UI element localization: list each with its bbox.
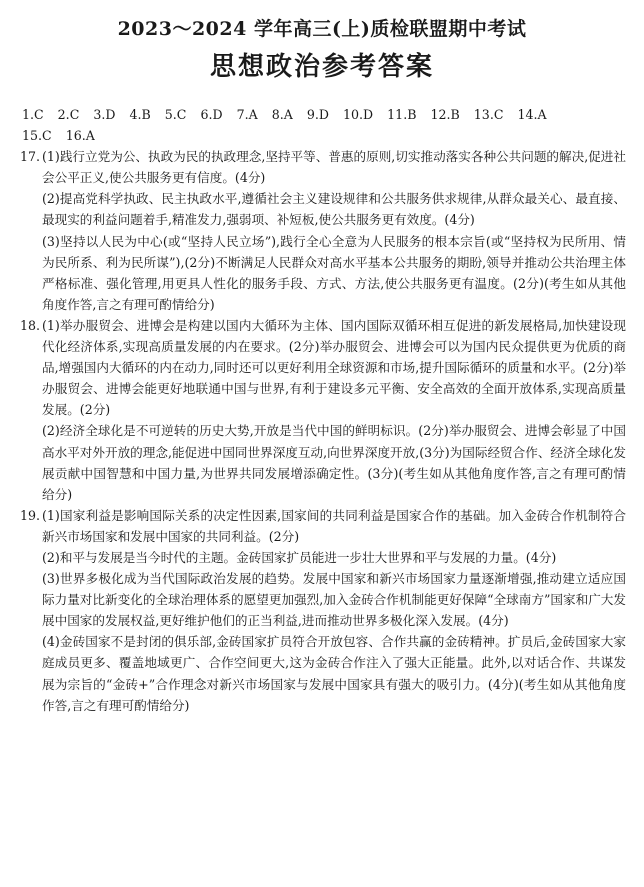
mc-answers-row-2 <box>22 125 626 146</box>
mc-answer: 11.B <box>387 107 417 122</box>
answer-part: (1)践行立党为公、执政为民的执政理念,坚持平等、普惠的原则,切实推动落实各种公共问题的解决,促进社会公平正义,使公共服务更有信度。(4分) <box>42 149 626 186</box>
answer-body <box>22 104 626 716</box>
mc-answer: 12.B <box>430 107 460 122</box>
question-18 <box>22 315 626 505</box>
answer-part: (2)提高党科学执政、民主执政水平,遵循社会主义建设规律和公共服务供求规律,从群众最关心、最直接、最现实的利益问题着手,精准发力,强弱项、补短板,使公共服务更有效度。(4分) <box>42 191 626 228</box>
answer-part: (4)金砖国家不是封闭的俱乐部,金砖国家扩员符合开放包容、合作共赢的金砖精神。扩员后,金砖国家大家庭成员更多、覆盖地域更广、合作空间更大,这为金砖合作注入了强大正能量。此外,以对话合作、共谋发展为宗旨的“金砖+”合作理念对新兴市场国家与发展中国家具有强大的吸引力。(4分)(考生如从其他角度作答,言之有理可酌情给分) <box>42 634 626 713</box>
mc-answer: 3.D <box>93 107 116 122</box>
answer-part: (2)和平与发展是当今时代的主题。金砖国家扩员能进一步壮大世界和平与发展的力量。(4分) <box>42 549 557 565</box>
answer-part: (1)国家利益是影响国际关系的决定性因素,国家间的共同利益是国家合作的基础。加入金砖合作机制符合新兴市场国家和发展中国家的共同利益。(2分) <box>42 507 626 544</box>
mc-answer: 2.C <box>57 107 80 122</box>
question-number: 19. <box>20 507 41 523</box>
mc-answer: 4.B <box>129 107 151 122</box>
question-number: 17. <box>20 149 41 165</box>
answer-part: (3)世界多极化成为当代国际政治发展的趋势。发展中国家和新兴市场国家力量逐渐增强,推动建立适应国际力量对比新变化的全球治理体系的愿望更加强烈,加入金砖合作机制能更好保障“全球南方”国家和广大发展中国家的发展权益,更好维护他们的正当利益,进而推动世界多极化深入发展。(4分) <box>42 571 626 629</box>
answer-part: (3)坚持以人民为中心(或“坚持人民立场”),践行全心全意为人民服务的根本宗旨(或“坚持权为民所用、情为民所系、利为民所谋”),(2分)不断满足人民群众对高水平基本公共服务的期盼,领导并推动公共治理主体严格标准、强化管理,用更具人性化的服务手段、方式、方法,使公共服务更有温度。(2分)(考生如从其他角度作答,言之有理可酌情给分) <box>42 233 626 312</box>
mc-answer: 9.D <box>306 107 329 122</box>
answer-part: (1)举办服贸会、进博会是构建以国内大循环为主体、国内国际双循环相互促进的新发展格局,加快建设现代化经济体系,实现高质量发展的内在要求。(2分)举办服贸会、进博会可以为国内民众提供更为优质的商品,增强国内大循环的内在动力,同时还可以更好利用全球资源和市场,提升国际循环的质量和水平。(2分)举办服贸会、进博会能更好地联通中国与世界,有利于建设多元平衡、安全高效的全面开放体系,实现高质量发展。(2分) <box>42 317 626 418</box>
document-subtitle: 思想政治参考答案 <box>209 52 434 82</box>
mc-answer: 5.C <box>164 107 187 122</box>
question-19 <box>22 505 626 716</box>
mc-answer: 8.A <box>271 107 293 122</box>
mc-answer: 6.D <box>200 107 223 122</box>
question-number: 18. <box>20 317 41 333</box>
mc-answer: 16.A <box>65 128 95 144</box>
answer-part: (2)经济全球化是不可逆转的历史大势,开放是当代中国的鲜明标识。(2分)举办服贸会、进博会彰显了中国高水平对外开放的理念,能促进中国同世界深度互动,向世界深度开放,(3分)为国际经贸合作、经济全球化发展贡献中国智慧和中国力量,为世界共同发展增添确定性。(3分)(考生如从其他角度作答,言之有理可酌情给分) <box>42 423 626 502</box>
mc-answer: 13.C <box>473 107 504 122</box>
mc-answers-row-1 <box>22 104 626 125</box>
question-17 <box>22 146 626 315</box>
exam-title: 2023～2024 学年高三(上)质检联盟期中考试 <box>117 18 527 40</box>
mc-answer: 14.A <box>517 107 547 122</box>
mc-answer: 15.C <box>22 128 52 144</box>
mc-answer: 10.D <box>343 107 374 122</box>
mc-answer: 7.A <box>236 107 258 122</box>
mc-answer: 1.C <box>22 107 44 122</box>
